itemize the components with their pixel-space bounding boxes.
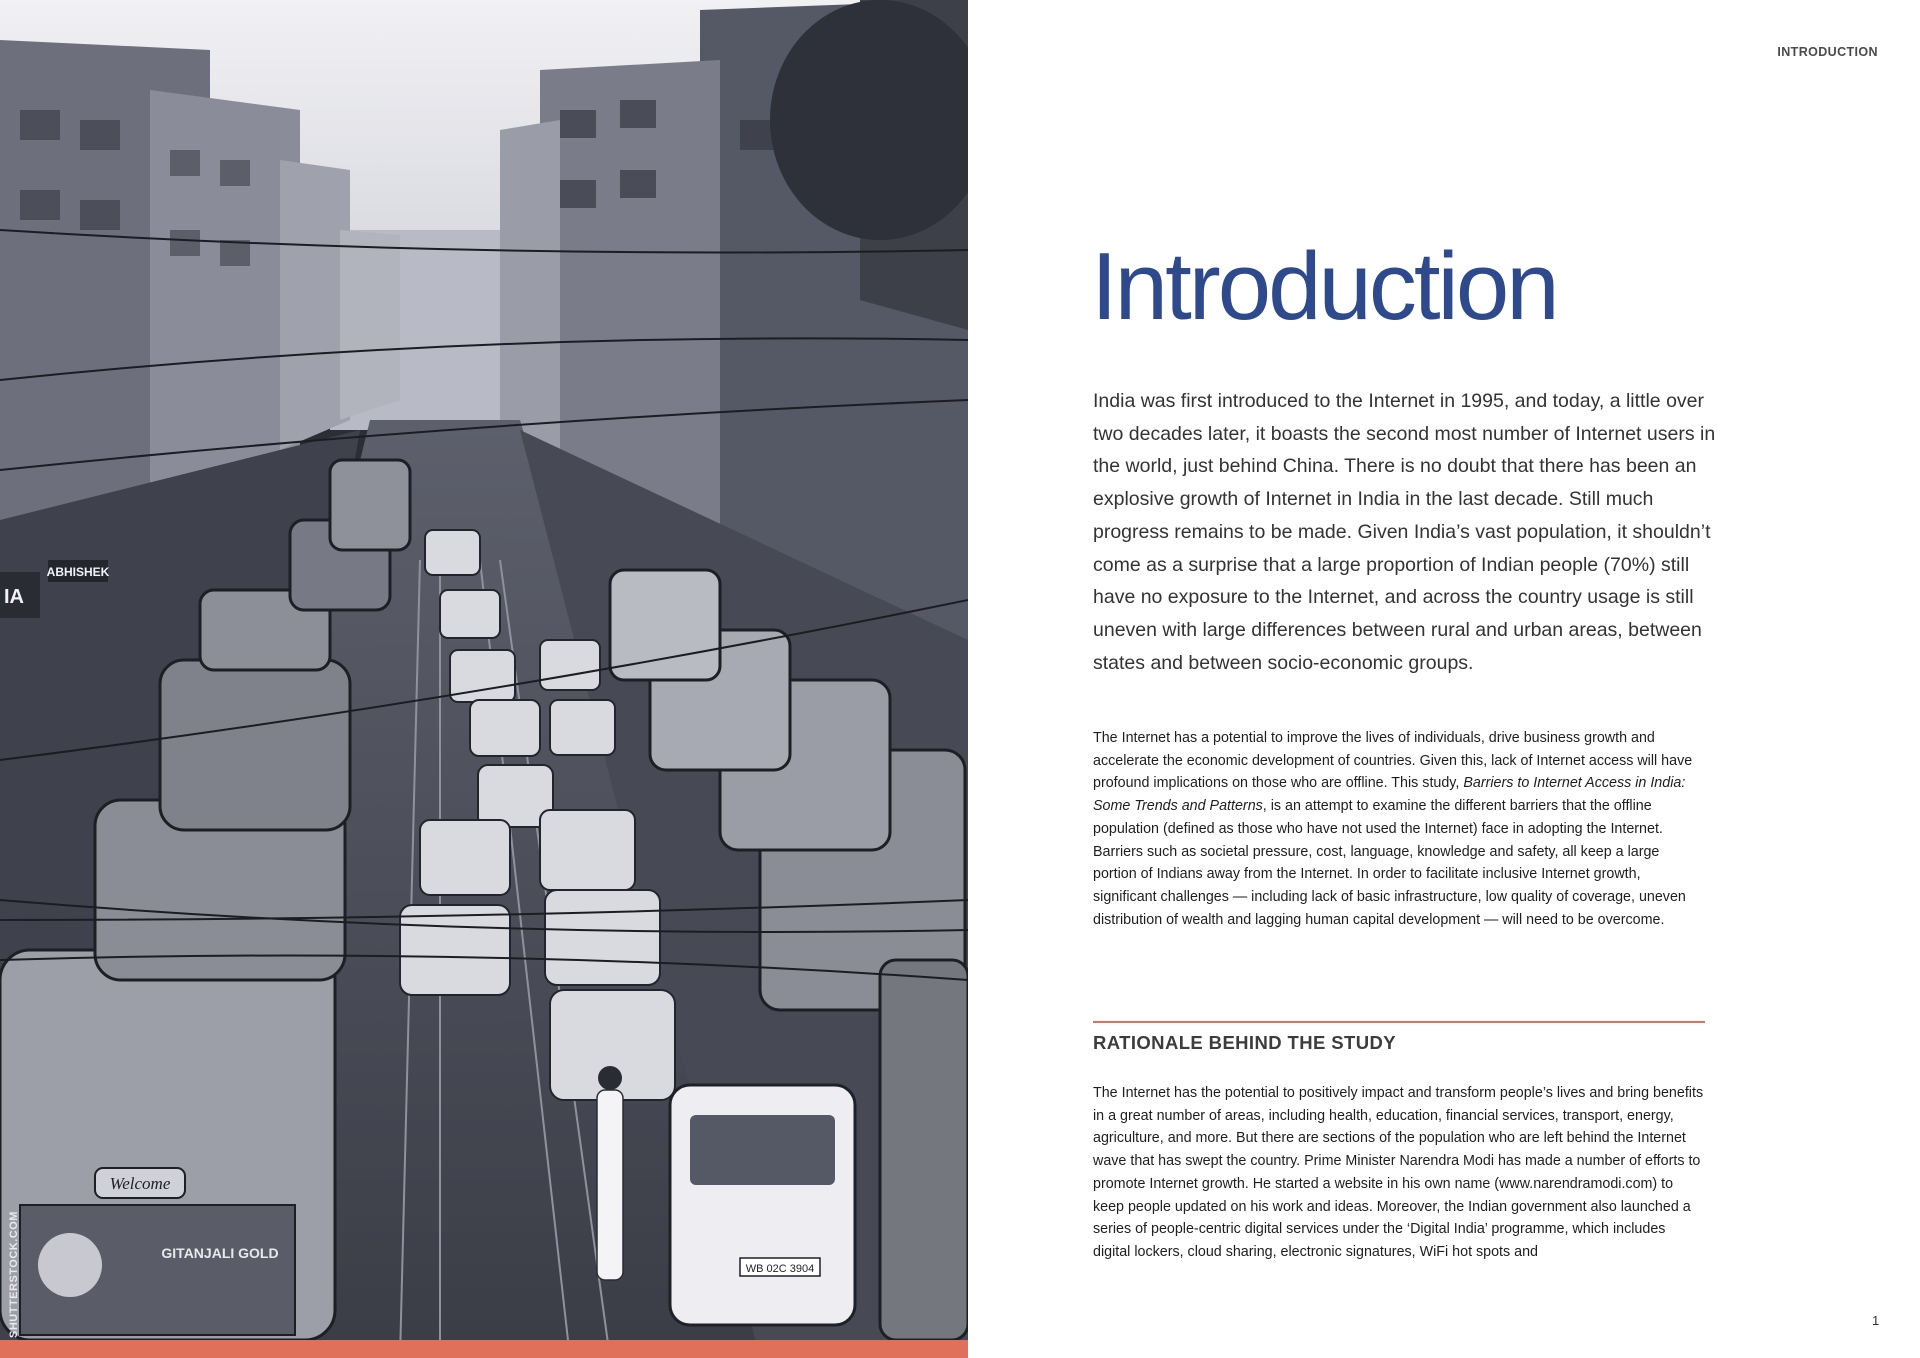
running-head: INTRODUCTION — [1777, 45, 1878, 59]
section-heading: RATIONALE BEHIND THE STUDY — [1093, 1032, 1396, 1053]
section-divider — [1093, 1021, 1705, 1023]
edge-sign-text: IA — [4, 586, 24, 608]
intro-text-start: The Internet has a potential to improve the lives of individuals, drive business growth and accelerate the economic development of countries. Given this, lack of Internet access will have profound implications on those who are offline. This study, — [1093, 730, 1693, 792]
intro-paragraph — [1093, 727, 1705, 931]
advert-portrait — [38, 1233, 102, 1297]
plate-text: WB 02C 3904 — [745, 1263, 815, 1275]
study-title: Barriers to Internet Access in India: Some Trends and Patterns — [1093, 775, 1686, 815]
photo-credit: SHUTTERSTOCK.COM — [8, 1211, 20, 1338]
rationale-paragraph: The Internet has the potential to positively impact and transform people’s lives and bring benefits in a great number of areas, including health, education, financial services, transport, energy, agriculture, and more. But there are sections of the population who are left behind the Internet wave that has swept the country. Prime Minister Narendra Modi has made a number of efforts to promote Internet growth. He started a website in his own name (www.narendramodi.com) to keep people updated on his work and ideas. Moreover, the Indian government also launched a series of people-centric digital services under the ‘Digital India’ programme, which includes digital lockers, cloud sharing, electronic signatures, WiFi hot spots and — [1093, 1085, 1704, 1260]
white-car — [670, 1085, 855, 1325]
advert-text: GITANJALI GOLD — [161, 1245, 279, 1261]
page-title: Introduction — [1091, 233, 1557, 340]
page-number: 1 — [1872, 1313, 1880, 1328]
intro-text-end: , is an attempt to examine the different barriers that the offline population (defined as those who have not used the Internet) face in adopting the Internet. Barriers such as societal pressure, cost, language, knowledge and safety, all keep a large portion of Indians away from the Internet. In order to facilitate inclusive Internet growth, significant challenges — including lack of basic infrastructure, low quality of coverage, uneven distribution of wealth and lagging human capital development — will need to be overcome. — [1093, 798, 1686, 928]
traffic-policeman — [597, 1066, 623, 1280]
shop-sign-text: ABHISHEK — [46, 565, 110, 579]
bus-welcome-text: Welcome — [109, 1174, 171, 1193]
lead-paragraph: India was first introduced to the Internet in 1995, and today, a little over two decades later, it boasts the second most number of Internet users in the world, just behind China. There is no doubt that there has been an explosive growth of Internet in India in the last decade. Still much progress remains to be made. Given India’s vast population, it shouldn’t come as a surprise that a large proportion of Indian people (70%) still have no exposure to the Internet, and across the country usage is still uneven with large differences between rural and urban areas, between states and between socio-economic groups. — [1093, 390, 1716, 674]
accent-bar — [0, 1340, 968, 1358]
